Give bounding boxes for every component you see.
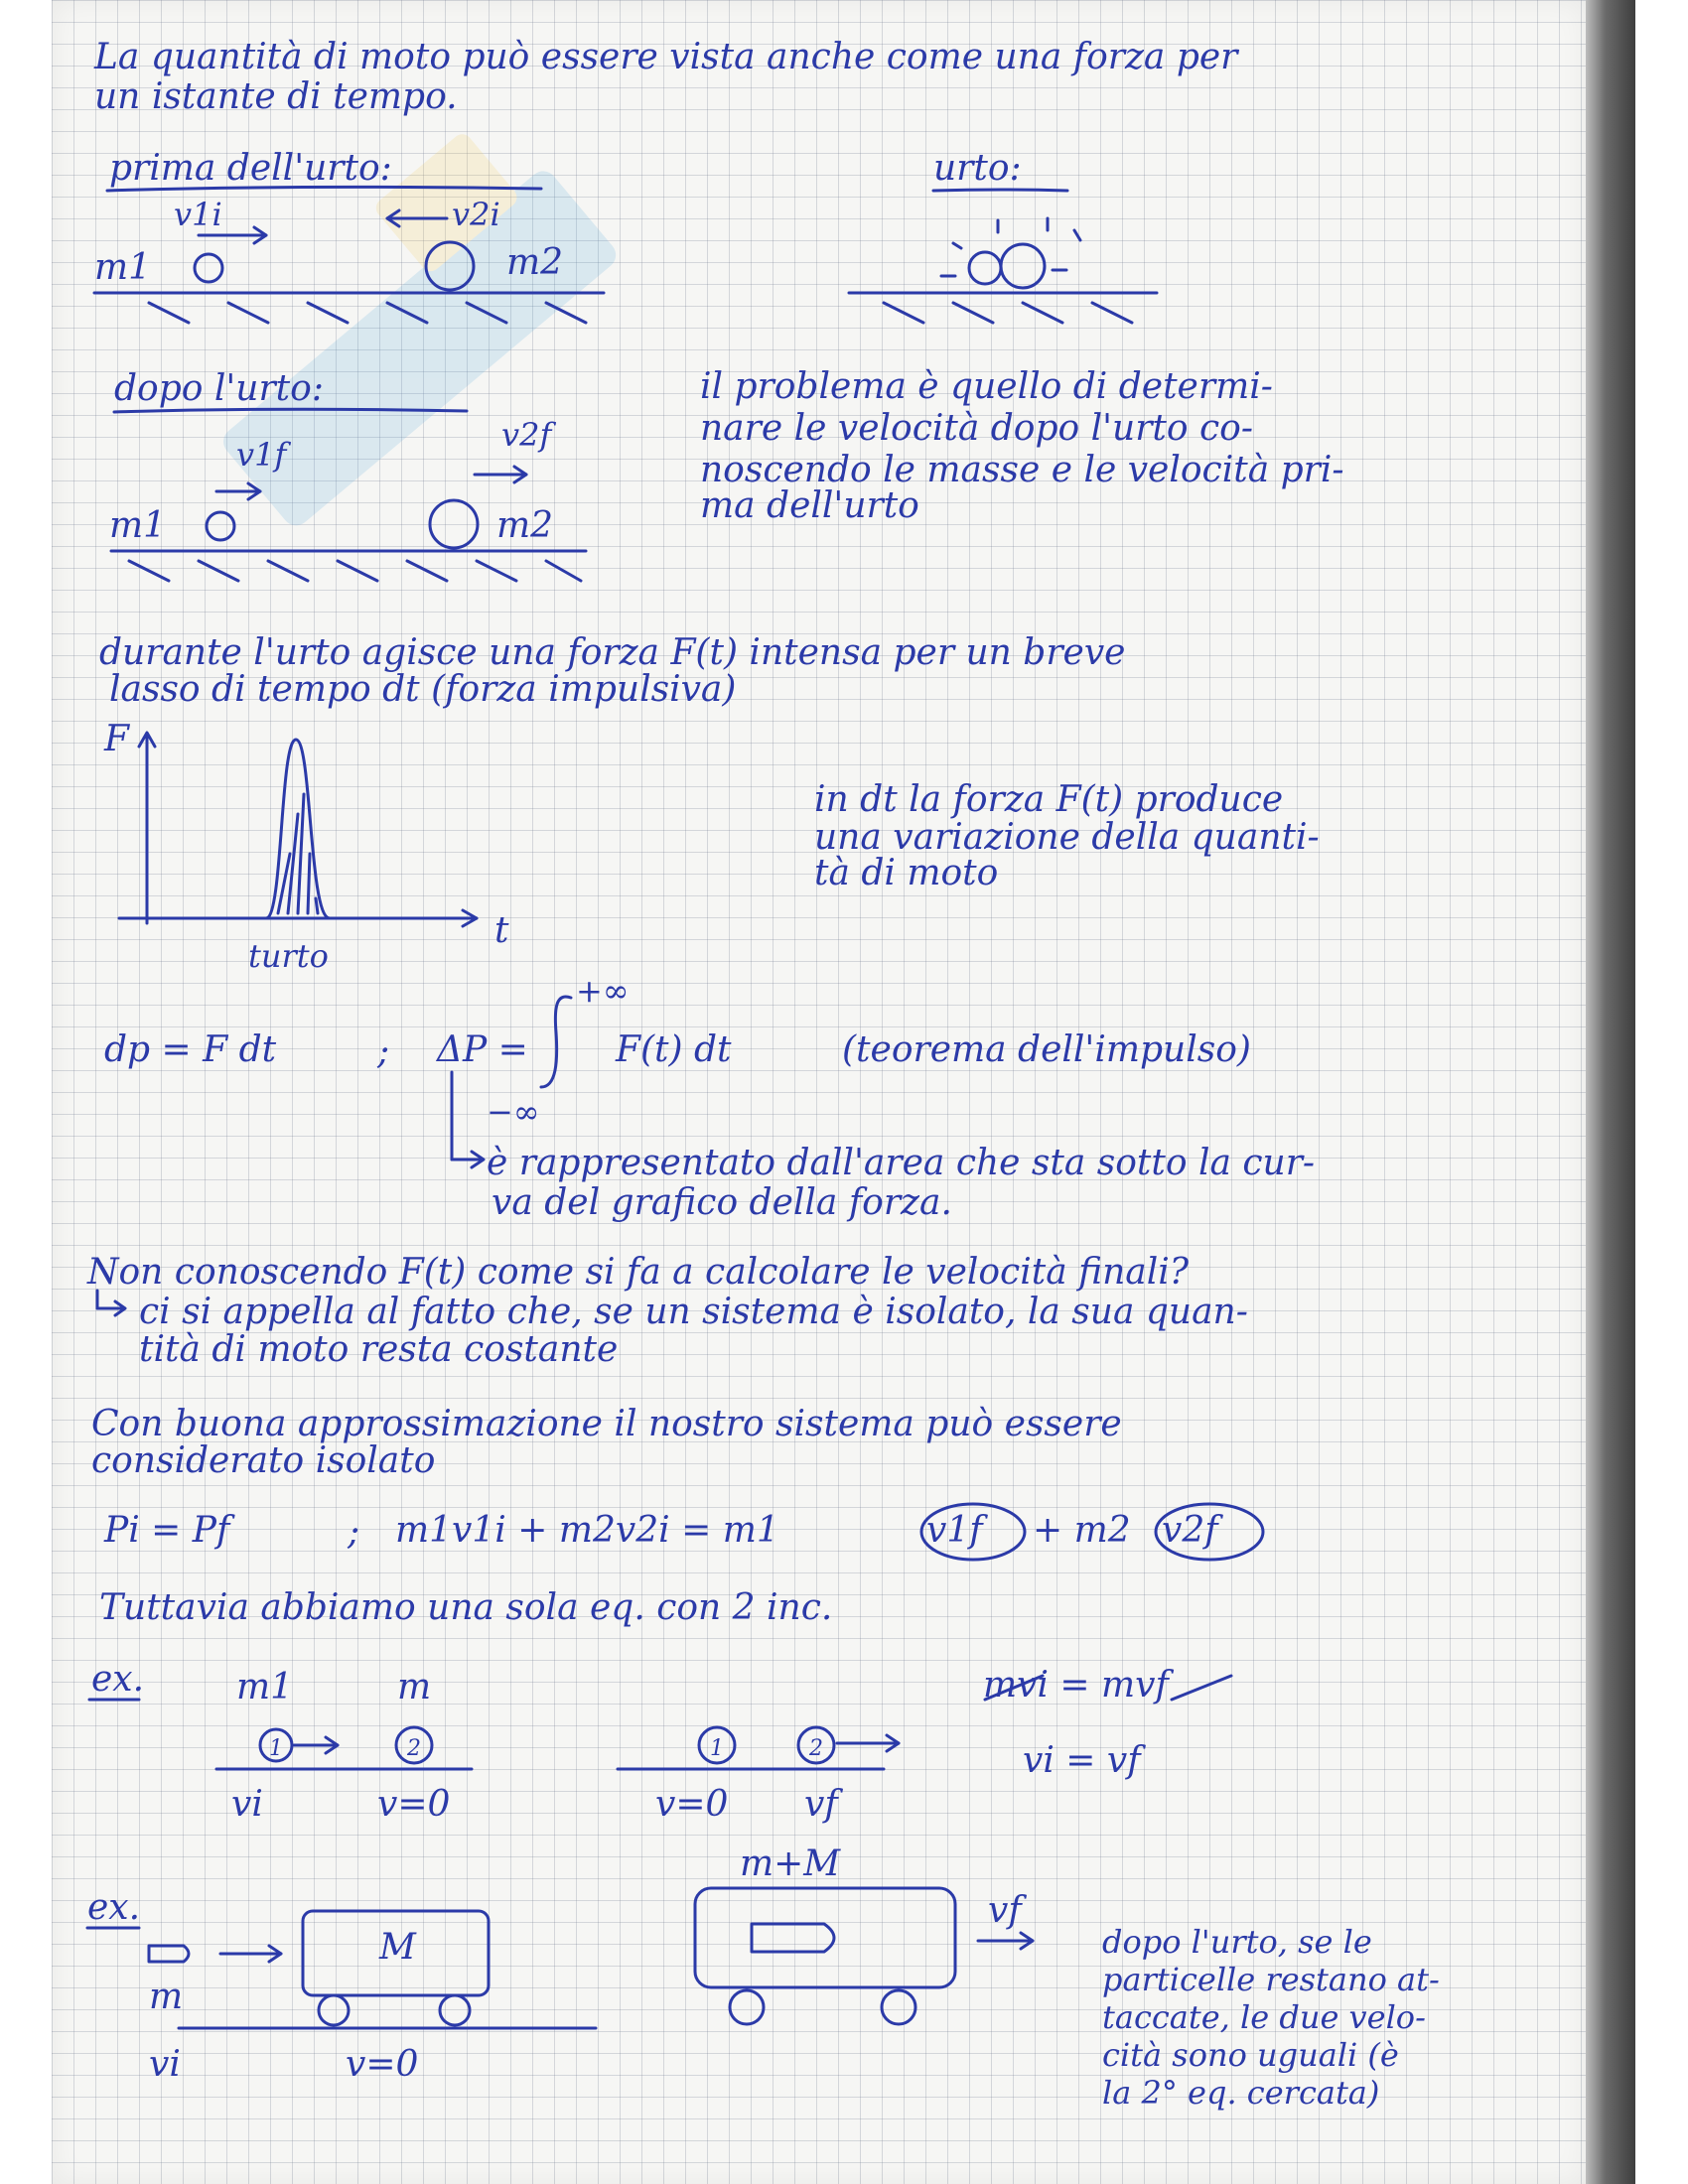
example1-eq2: vi = vf [1023, 1740, 1141, 1781]
example2-note-line-5: la 2° eq. cercata) [1102, 2074, 1380, 2112]
intro-line-2: un istante di tempo. [94, 76, 458, 117]
after-heading-underline [114, 409, 467, 412]
graph-y-label: F [104, 719, 129, 759]
after-heading: dopo l'urto: [114, 368, 324, 409]
before-v2-arrow [387, 210, 447, 226]
question-line-1: Non conoscendo F(t) come si fa a calcolare le velocità finali? [87, 1252, 1190, 1293]
before-v1-label: v1i [174, 196, 222, 233]
impulse-upper-limit: +∞ [576, 972, 630, 1010]
approx-line-1: Con buona approssimazione il nostro sistema può essere [91, 1404, 1122, 1444]
impulse-theorem-name: (teorema dell'impulso) [842, 1029, 1251, 1070]
question-line-2: ci si appella al fatto che, se un sistema è isolato, la sua quan- [139, 1292, 1248, 1332]
collision-heading-underline [933, 190, 1067, 191]
after-v2-arrow [475, 467, 526, 482]
conservation-plus-m2: + m2 [1033, 1510, 1131, 1551]
example2-block-M [303, 1911, 489, 1995]
before-ball-2 [426, 242, 474, 290]
before-heading-underline [107, 187, 541, 191]
collision-heading: urto: [933, 148, 1022, 189]
conservation-separator: ; [348, 1512, 360, 1553]
example2-label: ex. [87, 1887, 141, 1928]
example2-vf-arrow [978, 1933, 1033, 1949]
before-ball-1 [195, 254, 222, 282]
impulse-eq1: dp = F dt [104, 1029, 277, 1070]
example1-after-ball-1-number: 1 [710, 1736, 724, 1761]
before-v2-label: v2i [452, 196, 500, 233]
after-m1-label: m1 [109, 505, 167, 546]
after-ball-2 [430, 500, 478, 548]
example2-bullet [149, 1946, 189, 1962]
problem-line-2: nare le velocità dopo l'urto co- [700, 408, 1254, 449]
conservation-unknown-2: v2f [1162, 1510, 1218, 1551]
before-m2-label: m2 [506, 242, 564, 283]
example2-combined-wheel-right [882, 1990, 915, 2024]
example1-v0: v=0 [377, 1784, 451, 1825]
after-v1-arrow [216, 483, 260, 499]
example1-after-v0: v=0 [655, 1784, 729, 1825]
example2-note-line-3: taccate, le due velo- [1102, 1998, 1426, 2036]
example1-after-arrow [837, 1735, 899, 1751]
after-v1-label: v1f [236, 436, 287, 474]
example1-before-ball-1-number: 1 [269, 1736, 283, 1761]
problem-line-1: il problema è quello di determi- [700, 366, 1273, 407]
impulse-delta-p: ΔP = [437, 1029, 528, 1070]
after-ball-1 [207, 512, 234, 540]
impulse-integrand: F(t) dt [616, 1029, 732, 1070]
intro-line-1: La quantità di moto può essere vista anche come una forza per [94, 37, 1238, 77]
example2-combined-mass: m+M [740, 1843, 841, 1884]
example2-vi: vi [149, 2044, 181, 2085]
after-ground-hatch [129, 561, 581, 581]
integral-sign [541, 997, 571, 1087]
example2-v0: v=0 [346, 2044, 419, 2085]
example2-mass-M: M [379, 1927, 416, 1968]
example1-mass-right: m [397, 1667, 432, 1707]
collision-ground-hatch [884, 303, 1132, 323]
conservation-unknown-1: v1f [926, 1510, 983, 1551]
example1-mass-left: m1 [236, 1667, 294, 1707]
example1-before-ball-2-number: 2 [407, 1736, 421, 1761]
unknown-1-circle [921, 1504, 1025, 1560]
conservation-lhs: m1v1i + m2v2i = m1 [395, 1510, 779, 1551]
example2-vf: vf [988, 1890, 1022, 1931]
after-v2-label: v2f [501, 416, 552, 454]
before-v1-arrow [199, 227, 266, 243]
before-ground-hatch [149, 303, 586, 323]
example1-eq1: mvi = mvf [983, 1665, 1169, 1706]
during-line-2: lasso di tempo dt (forza impulsiva) [109, 669, 737, 710]
graph-peak-label: turto [248, 937, 329, 975]
example1-before-arrow [294, 1737, 338, 1753]
example1-vi: vi [231, 1784, 263, 1825]
example1-after-vf: vf [804, 1784, 838, 1825]
after-m2-label: m2 [496, 505, 554, 546]
graph-x-label: t [494, 910, 509, 951]
example2-note-line-4: cità sono uguali (è [1102, 2036, 1399, 2074]
example2-note-line-1: dopo l'urto, se le [1102, 1923, 1372, 1961]
example1-label: ex. [91, 1659, 145, 1700]
example2-combined-block [695, 1888, 955, 1987]
example2-bullet-arrow [220, 1946, 281, 1962]
impulse-area-line-2: va del grafico della forza. [492, 1182, 952, 1223]
example2-combined-wheel-left [730, 1990, 764, 2024]
graph-note-line-2: una variazione della quanti- [814, 817, 1320, 858]
during-line-1: durante l'urto agisce una forza F(t) intensa per un breve [99, 632, 1126, 673]
problem-line-3: noscendo le masse e le velocità pri- [700, 450, 1344, 490]
problem-line-4: ma dell'urto [700, 485, 919, 526]
approx-line-2: considerato isolato [91, 1440, 436, 1481]
example2-embedded-bullet [752, 1924, 834, 1952]
collision-ball-2 [1001, 244, 1045, 288]
example2-block-wheel-right [440, 1995, 470, 2025]
unknown-2-circle [1156, 1504, 1263, 1560]
conservation-pi-pf: Pi = Pf [104, 1510, 230, 1551]
example2-note-line-2: particelle restano at- [1102, 1961, 1440, 1998]
conservation-note: Tuttavia abbiamo una sola eq. con 2 inc. [99, 1587, 833, 1628]
example1-cancel-strokes [985, 1676, 1231, 1700]
graph-note-line-3: tà di moto [814, 853, 999, 893]
example2-block-wheel-left [319, 1995, 349, 2025]
before-m1-label: m1 [94, 247, 152, 288]
question-pointer-arrow [97, 1291, 125, 1315]
graph-note-line-1: in dt la forza F(t) produce [814, 779, 1284, 820]
impulse-lower-limit: −∞ [487, 1093, 540, 1131]
collision-ball-1 [969, 252, 1001, 284]
example2-mass-m: m [149, 1977, 184, 2017]
area-pointer-arrow [452, 1072, 484, 1167]
impulse-separator: ; [377, 1031, 390, 1072]
example1-after-ball-2-number: 2 [809, 1736, 823, 1761]
question-line-3: tità di moto resta costante [139, 1329, 619, 1370]
impulse-area-line-1: è rappresentato dall'area che sta sotto la cur- [487, 1143, 1316, 1183]
before-heading: prima dell'urto: [109, 148, 392, 189]
